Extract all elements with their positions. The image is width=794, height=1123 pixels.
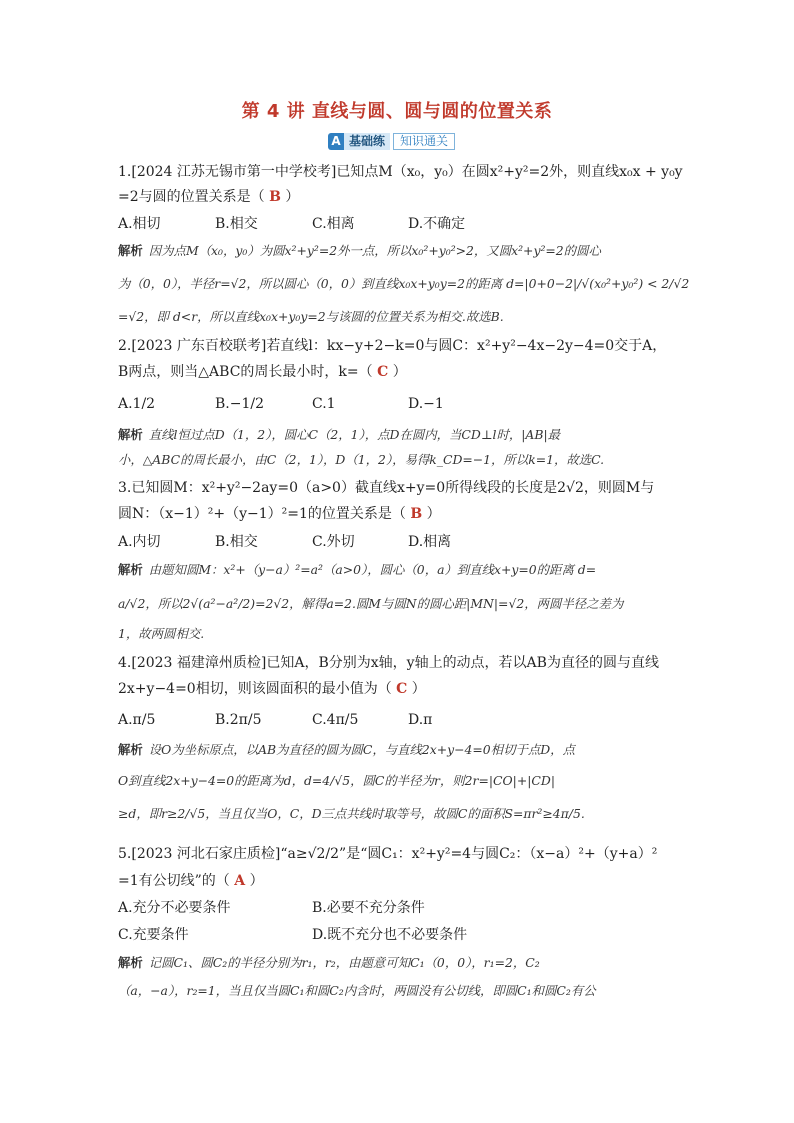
q2-option-b: B.−1/2 [215, 396, 264, 412]
q4-stem-line2 [118, 680, 426, 698]
q1-stem-line2 [118, 188, 299, 206]
q1-solution-line3: =√2，即 d<r，所以直线x₀x+y₀y=2与该圆的位置关系为相交.故选B. [118, 309, 504, 324]
q2-stem-line1: 2.[2023 广东百校联考]若直线l：kx−y+2−k=0与圆C：x²+y²−4x−2y−4=0交于A， [118, 338, 667, 354]
q1-option-d: D.不确定 [408, 216, 466, 232]
q5-stem-text: =1有公切线”的（ [118, 873, 235, 889]
q4-option-d: D.π [408, 712, 433, 728]
q5-stem-line1: 5.[2023 河北石家庄质检]“a≥√2/2”是“圆C₁：x²+y²=4与圆C₂：（x−a）²+（y+a）² [118, 846, 658, 862]
q4-solution-line1 [118, 742, 575, 758]
solution-tag: 解析 [118, 742, 143, 757]
badge-label-basic: 基础练 [344, 133, 390, 150]
q3-stem-close: ） [422, 506, 441, 522]
q5-option-b: B.必要不充分条件 [312, 900, 425, 916]
q3-solution-line1 [118, 562, 596, 578]
q4-option-c: C.4π/5 [312, 712, 359, 728]
q3-solution-line3: 1，故两圆相交. [118, 626, 205, 641]
q2-solution-line1 [118, 427, 560, 443]
q3-solution-line2: a/√2，所以2√(a²−a²/2)=2√2，解得a=2.圆M与圆N的圆心距|MN|=√2，两圆半径之差为 [118, 596, 624, 611]
q4-stem-text: 2x+y−4=0相切，则该圆面积的最小值为（ [118, 681, 397, 697]
q4-solution-line3: ≥d，即r≥2/√5，当且仅当O，C，D三点共线时取等号，故圆C的面积S=πr²≥4π/5. [118, 806, 585, 821]
section-badge [328, 133, 455, 150]
q1-answer: B [269, 189, 281, 205]
q1-solution-text1: 因为点M（x₀，y₀）为圆x²+y²=2外一点，所以x₀²+y₀²>2，又圆x²+y²=2的圆心 [148, 243, 601, 258]
q4-option-b: B.2π/5 [215, 712, 262, 728]
badge-label-knowledge: 知识通关 [393, 133, 455, 150]
q2-stem-text: B两点，则当△ABC的周长最小时，k=（ [118, 364, 378, 380]
q2-stem-line2 [118, 363, 407, 381]
q5-option-d: D.既不充分也不必要条件 [312, 927, 468, 943]
q5-answer: A [234, 873, 246, 889]
q3-stem-line2 [118, 505, 441, 523]
q3-option-b: B.相交 [215, 534, 258, 550]
q3-stem-line1: 3.已知圆M：x²+y²−2ay=0（a>0）截直线x+y=0所得线段的长度是2√2，则圆M与 [118, 480, 655, 496]
q1-option-c: C.相离 [312, 216, 355, 232]
solution-tag: 解析 [118, 562, 143, 577]
q5-stem-close: ） [245, 873, 264, 889]
q4-answer: C [396, 681, 408, 697]
q1-stem-line1: 1.[2024 江苏无锡市第一中学校考]已知点M（x₀，y₀）在圆x²+y²=2外，则直线x₀x + y₀y [118, 164, 683, 180]
q1-solution-line2: 为（0，0），半径r=√2，所以圆心（0，0）到直线x₀x+y₀y=2的距离 d=|0+0−2|/√(x₀²+y₀²) < 2/√2 [118, 276, 690, 291]
q4-solution-line2: O到直线2x+y−4=0的距离为d，d=4/√5，圆C的半径为r，则2r=|CO|+|CD| [118, 773, 555, 788]
q4-option-a: A.π/5 [118, 712, 156, 728]
solution-tag: 解析 [118, 427, 143, 442]
q4-stem-close: ） [407, 681, 426, 697]
q5-solution-line2: （a，−a），r₂=1，当且仅当圆C₁和圆C₂内含时，两圆没有公切线，即圆C₁和圆C₂有公 [118, 983, 596, 998]
q5-stem-line2 [118, 872, 264, 890]
q2-option-a: A.1/2 [118, 396, 156, 412]
q3-stem-text: 圆N：（x−1）²+（y−1）²=1的位置关系是（ [118, 506, 411, 522]
q3-option-c: C.外切 [312, 534, 355, 550]
q1-stem-close: ） [280, 189, 300, 205]
q2-option-d: D.−1 [408, 396, 444, 412]
q2-answer: C [377, 364, 389, 380]
q5-solution-text1: 记圆C₁、圆C₂的半径分别为r₁，r₂，由题意可知C₁（0，0），r₁=2，C₂ [148, 955, 540, 970]
q2-solution-line2: 小，△ABC的周长最小，由C（2，1），D（1，2），易得k_CD=−1，所以k=1，故选C. [118, 452, 605, 467]
q1-solution-line1 [118, 243, 601, 259]
q5-solution-line1 [118, 955, 540, 971]
q5-option-a: A.充分不必要条件 [118, 900, 231, 916]
q1-option-a: A.相切 [118, 216, 161, 232]
q4-stem-line1: 4.[2023 福建漳州质检]已知A，B分别为x轴，y轴上的动点，若以AB为直径的圆与直线 [118, 655, 659, 671]
solution-tag: 解析 [118, 955, 143, 970]
q3-solution-text1: 由题知圆M：x²+（y−a）²=a²（a>0），圆心（0，a）到直线x+y=0的距离 d= [148, 562, 597, 577]
q3-option-a: A.内切 [118, 534, 161, 550]
q1-stem-text: =2与圆的位置关系是（ [118, 189, 270, 205]
q3-option-d: D.相离 [408, 534, 452, 550]
q2-stem-close: ） [388, 364, 407, 380]
q1-option-b: B.相交 [215, 216, 258, 232]
page-title: 第 4 讲 直线与圆、圆与圆的位置关系 [241, 101, 553, 122]
solution-tag: 解析 [118, 243, 143, 258]
q4-solution-text1: 设O为坐标原点，以AB为直径的圆为圆C，与直线2x+y−4=0相切于点D，点 [148, 742, 575, 757]
q3-answer: B [410, 506, 423, 522]
q2-option-c: C.1 [312, 396, 336, 412]
badge-letter: A [328, 133, 344, 150]
q5-option-c: C.充要条件 [118, 927, 189, 943]
q2-solution-text1: 直线l恒过点D（1，2），圆心C（2，1），点D在圆内，当CD⊥l时，|AB|最 [148, 427, 561, 442]
